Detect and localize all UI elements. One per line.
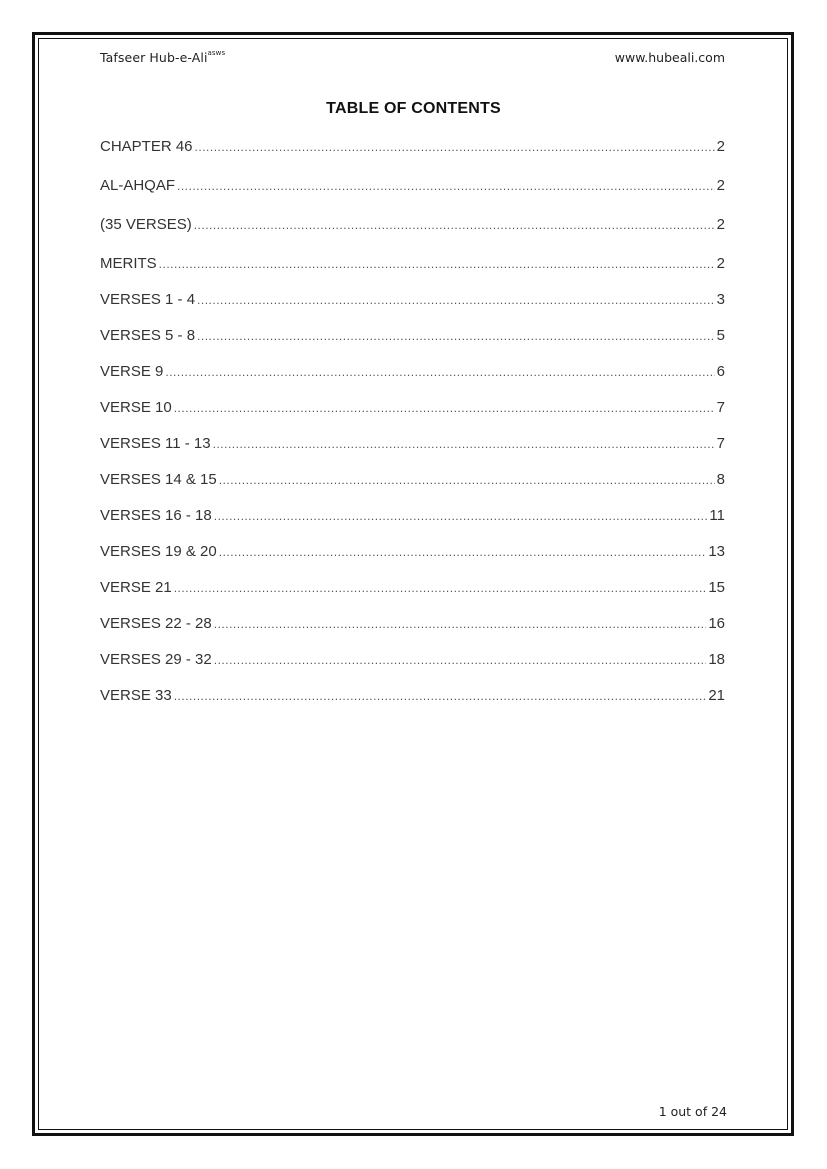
toc-entry-page: 7 [716, 435, 725, 452]
toc-entry-label: AL-AHQAF [100, 177, 176, 194]
toc-heading: TABLE OF CONTENTS [326, 100, 501, 117]
toc-entry[interactable] [100, 291, 725, 327]
toc-entry-label: CHAPTER 46 [100, 138, 193, 155]
toc-dot-leader [219, 473, 715, 487]
toc-entry-page: 16 [708, 615, 725, 632]
toc-entry-page: 2 [716, 255, 725, 272]
toc-entry-page: 21 [708, 687, 725, 704]
toc-entry-label: VERSES 29 - 32 [100, 651, 212, 668]
toc-dot-leader [195, 140, 715, 154]
toc-entry[interactable] [100, 216, 725, 255]
toc-entry[interactable] [100, 255, 725, 291]
toc-entry-label: VERSE 21 [100, 579, 172, 596]
toc-entry-page: 18 [708, 651, 725, 668]
toc-entry-label: VERSES 1 - 4 [100, 291, 196, 308]
toc-dot-leader [197, 329, 715, 343]
toc-dot-leader [197, 293, 715, 307]
toc-entry[interactable] [100, 651, 725, 687]
toc-entry[interactable] [100, 363, 725, 399]
toc-entry[interactable] [100, 327, 725, 363]
toc-entry[interactable] [100, 687, 725, 723]
toc-entry-page: 8 [716, 471, 725, 488]
toc-entry-page: 2 [716, 216, 725, 233]
toc-entry[interactable] [100, 435, 725, 471]
toc-entry[interactable] [100, 507, 725, 543]
toc-entry-label: VERSE 9 [100, 363, 164, 380]
toc-dot-leader [174, 689, 707, 703]
toc-entry-page: 7 [716, 399, 725, 416]
toc-dot-leader [214, 653, 707, 667]
toc-entry-page: 2 [716, 138, 725, 155]
toc-list [100, 138, 725, 723]
toc-entry-label: VERSES 16 - 18 [100, 507, 212, 524]
toc-dot-leader [174, 401, 715, 415]
toc-dot-leader [194, 218, 715, 232]
toc-entry-page: 5 [716, 327, 725, 344]
toc-dot-leader [177, 179, 715, 193]
toc-entry[interactable] [100, 177, 725, 216]
toc-entry-label: VERSES 11 - 13 [100, 435, 211, 452]
toc-entry-label: VERSE 10 [100, 399, 172, 416]
toc-dot-leader [214, 509, 708, 523]
toc-entry-label: VERSES 22 - 28 [100, 615, 212, 632]
toc-entry-page: 3 [716, 291, 725, 308]
header-title-superscript: asws [207, 48, 226, 57]
toc-entry-label: MERITS [100, 255, 157, 272]
toc-dot-leader [219, 545, 707, 559]
toc-dot-leader [214, 617, 707, 631]
toc-dot-leader [159, 257, 715, 271]
toc-entry-page: 11 [709, 507, 725, 524]
toc-entry[interactable] [100, 579, 725, 615]
toc-entry-label: VERSES 19 & 20 [100, 543, 217, 560]
page-number-indicator: 1 out of 24 [658, 1104, 727, 1119]
toc-entry-page: 2 [716, 177, 725, 194]
header-website: www.hubeali.com [614, 50, 725, 65]
toc-entry-page: 6 [716, 363, 725, 380]
header-book-title [100, 50, 225, 65]
toc-entry-page: 15 [708, 579, 725, 596]
toc-entry[interactable] [100, 138, 725, 177]
toc-entry[interactable] [100, 399, 725, 435]
toc-dot-leader [213, 437, 715, 451]
toc-dot-leader [174, 581, 707, 595]
toc-entry-label: (35 VERSES) [100, 216, 192, 233]
toc-entry-label: VERSES 5 - 8 [100, 327, 196, 344]
toc-entry-label: VERSE 33 [100, 687, 172, 704]
toc-entry[interactable] [100, 471, 725, 507]
toc-entry[interactable] [100, 543, 725, 579]
toc-entry-page: 13 [708, 543, 725, 560]
header-title-text: Tafseer Hub-e-Ali [100, 50, 208, 65]
toc-entry-label: VERSES 14 & 15 [100, 471, 217, 488]
toc-dot-leader [165, 365, 714, 379]
toc-entry[interactable] [100, 615, 725, 651]
